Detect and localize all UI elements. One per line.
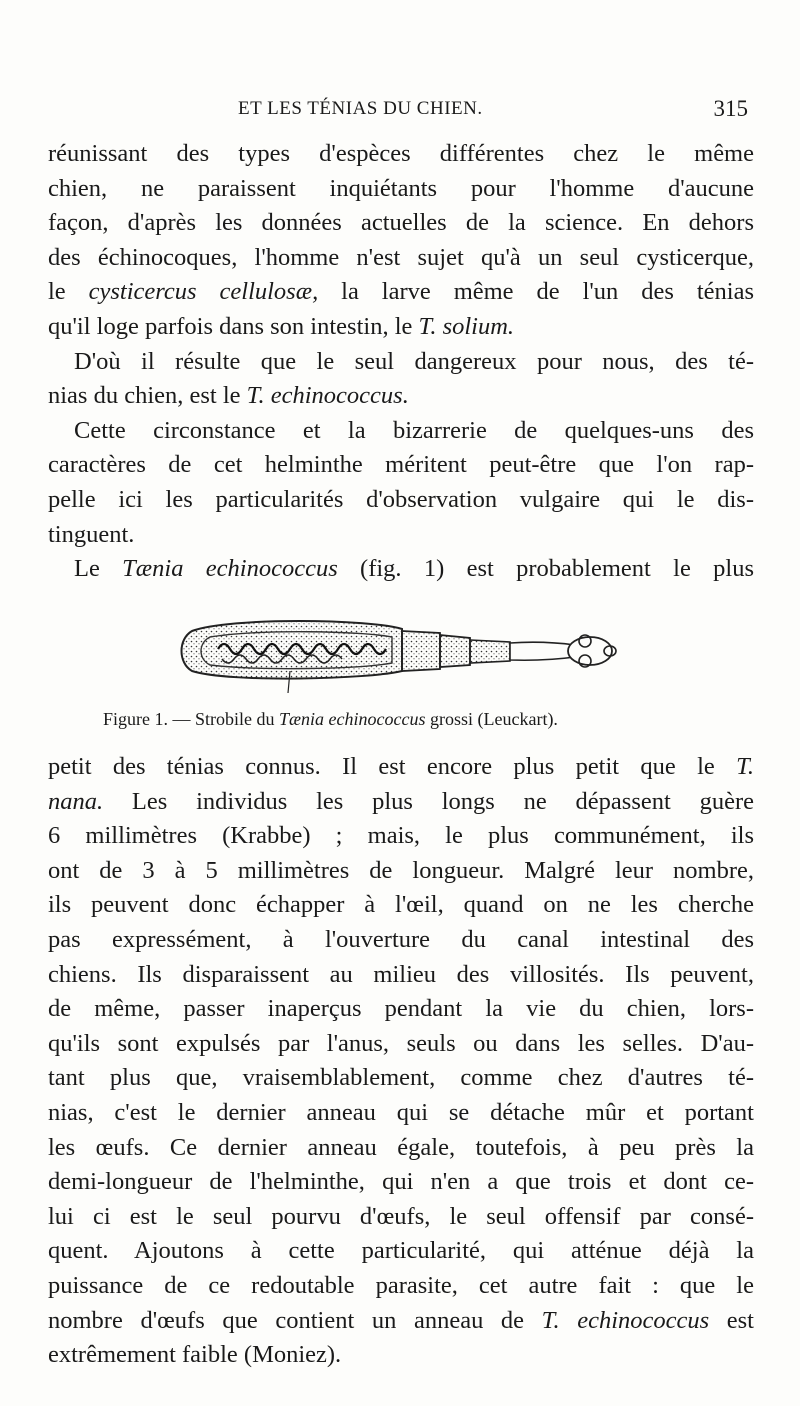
text-line: qu'il loge parfois dans son intestin, le T. solium. [48, 312, 515, 340]
tapeworm-strobile-illustration [170, 605, 630, 705]
text-line: chiens. Ils disparaissent au milieu des villosités. Ils peuvent, [48, 960, 754, 988]
text-line: Le Tænia echinococcus (fig. 1) est probablement le plus [74, 555, 754, 583]
text-line: nias, c'est le dernier anneau qui se détache mûr et portant [48, 1098, 754, 1126]
page-header [48, 96, 748, 126]
text-line: caractères de cet helminthe méritent peut-être que l'on rap- [48, 451, 754, 479]
italic-term: T. echinococcus. [246, 382, 409, 410]
italic-term: Tænia echinococcus [122, 555, 338, 583]
text-line: quent. Ajoutons à cette particularité, qui atténue déjà la [48, 1237, 754, 1265]
text-line: tant plus que, vraisemblablement, comme chez d'autres té- [48, 1064, 754, 1092]
text-line: nombre d'œufs que contient un anneau de T. echinococcus est [48, 1306, 754, 1334]
text-line: 6 millimètres (Krabbe) ; mais, le plus communément, ils [48, 822, 754, 850]
italic-term: cysticercus cellulosæ, [88, 278, 319, 306]
text-line: le cysticercus cellulosæ, la larve même de l'un des ténias [48, 278, 754, 306]
page-number: 315 [713, 96, 748, 121]
text-line: nias du chien, est le T. echinococcus. [48, 382, 409, 410]
text-line: de même, passer inaperçus pendant la vie du chien, lors- [48, 995, 754, 1023]
text-line: façon, d'après les données actuelles de la science. En dehors [48, 209, 754, 237]
text-line: ils peuvent donc échapper à l'œil, quand on ne les cherche [48, 891, 754, 919]
italic-term: T. solium. [418, 312, 515, 340]
text-line: D'où il résulte que le seul dangereux pour nous, des té- [74, 347, 754, 375]
text-line: tinguent. [48, 520, 135, 548]
running-title: ET LES TÉNIAS DU CHIEN. [238, 98, 483, 119]
body-text-bottom [48, 750, 754, 1373]
text-line: puissance de ce redoutable parasite, cet autre fait : que le [48, 1271, 754, 1299]
text-line: ont de 3 à 5 millimètres de longueur. Malgré leur nombre, [48, 856, 754, 884]
text-line: réunissant des types d'espèces différentes chez le même [48, 140, 754, 167]
italic-term: T. echinococcus [541, 1306, 710, 1334]
text-line: chien, ne paraissent inquiétants pour l'homme d'aucune [48, 174, 754, 202]
figure-caption: Figure 1. — Strobile du Tænia echinococcus grossi (Leuckart). [103, 709, 558, 729]
text-line: petit des ténias connus. Il est encore plus petit que le T. [48, 753, 754, 780]
text-line: les œufs. Ce dernier anneau égale, toutefois, à peu près la [48, 1133, 754, 1161]
italic-term: Tænia echinococcus [279, 709, 426, 729]
text-line: demi-longueur de l'helminthe, qui n'en a que trois et dont ce- [48, 1168, 754, 1196]
text-line: qu'ils sont expulsés par l'anus, seuls ou dans les selles. D'au- [48, 1029, 754, 1057]
text-line: extrêmement faible (Moniez). [48, 1341, 342, 1369]
text-line: pelle ici les particularités d'observation vulgaire qui le dis- [48, 485, 754, 513]
text-line: des échinocoques, l'homme n'est sujet qu'à un seul cysticerque, [48, 243, 754, 271]
italic-term: T. [736, 753, 754, 780]
text-line: Cette circonstance et la bizarrerie de quelques-uns des [74, 416, 754, 444]
body-text-top [48, 137, 754, 587]
text-line: nana. Les individus les plus longs ne dépassent guère [48, 787, 754, 815]
text-line: pas expressément, à l'ouverture du canal intestinal des [48, 925, 754, 953]
italic-term: nana. [48, 787, 104, 815]
text-line: lui ci est le seul pourvu d'œufs, le seul offensif par consé- [48, 1202, 754, 1230]
